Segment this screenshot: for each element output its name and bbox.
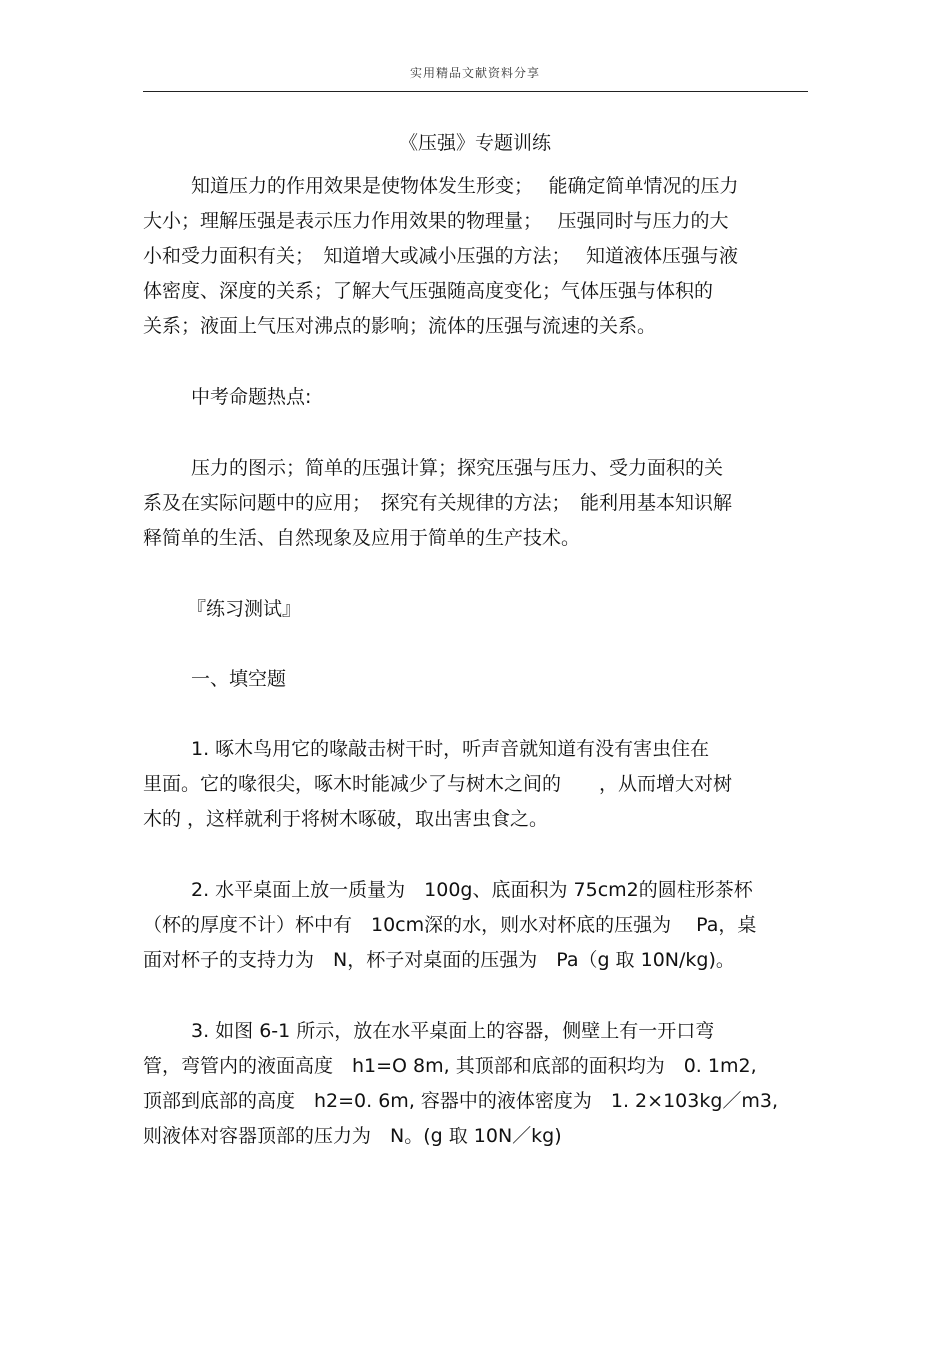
question-line: 则液体对容器顶部的压力为 N。(g 取 10N／kg) [143, 1125, 562, 1147]
page-header: 实用精品文献资料分享 [409, 66, 540, 80]
hotspot-line: 系及在实际问题中的应用； 探究有关规律的方法； 能利用基本知识解 [143, 492, 733, 514]
question-line: 管，弯管内的液面高度 h1=O 8m, 其顶部和底部的面积均为 0. 1m2, [143, 1055, 757, 1077]
question-line: 3. 如图 6-1 所示，放在水平桌面上的容器，侧壁上有一开口弯 [191, 1020, 715, 1042]
question-3 [143, 1014, 813, 1154]
header-divider [143, 91, 808, 92]
question-line: 木的 ，这样就利于将树木啄破，取出害虫食之。 [143, 808, 549, 830]
practice-heading: 『练习测试』 [187, 598, 302, 620]
question-line: 2. 水平桌面上放一质量为 100g、底面积为 75cm2的圆柱形茶杯 [191, 879, 753, 901]
question-line: 顶部到底部的高度 h2=0. 6m, 容器中的液体密度为 1. 2×103kg／m3, [143, 1090, 779, 1112]
hotspot-line: 压力的图示；简单的压强计算；探究压强与压力、受力面积的关 [191, 457, 724, 479]
question-line: 里面。它的喙很尖，啄木时能减少了与树木之间的 ，从而增大对树 [143, 773, 733, 795]
question-2 [143, 873, 813, 978]
intro-line: 小和受力面积有关； 知道增大或减小压强的方法； 知道液体压强与液 [143, 245, 739, 267]
intro-line: 大小；理解压强是表示压力作用效果的物理量； 压强同时与压力的大 [143, 210, 729, 232]
hotspot-heading: 中考命题热点: [191, 386, 312, 408]
section-heading: 一、填空题 [191, 668, 287, 690]
question-1 [143, 732, 813, 837]
question-line: 面对杯子的支持力为 N，杯子对桌面的压强为 Pa（g 取 10N/kg)。 [143, 949, 735, 971]
hotspot-paragraph [143, 451, 813, 556]
hotspot-line: 释简单的生活、自然现象及应用于简单的生产技术。 [143, 527, 581, 549]
hotspot-heading-block [143, 380, 813, 415]
intro-line: 关系；液面上气压对沸点的影响；流体的压强与流速的关系。 [143, 315, 657, 337]
section-heading-block [143, 662, 813, 697]
question-line: 1. 啄木鸟用它的喙敲击树干时，听声音就知道有没有害虫住在 [191, 738, 710, 760]
intro-line: 体密度、深度的关系；了解大气压强随高度变化；气体压强与体积的 [143, 280, 714, 302]
document-title: 《压强》专题训练 [398, 132, 551, 154]
practice-heading-block [143, 592, 813, 627]
intro-line: 知道压力的作用效果是使物体发生形变； 能确定简单情况的压力 [191, 175, 739, 197]
question-line: （杯的厚度不计）杯中有 10cm深的水，则水对杯底的压强为 Pa，桌 [143, 914, 757, 936]
intro-paragraph [143, 169, 813, 344]
